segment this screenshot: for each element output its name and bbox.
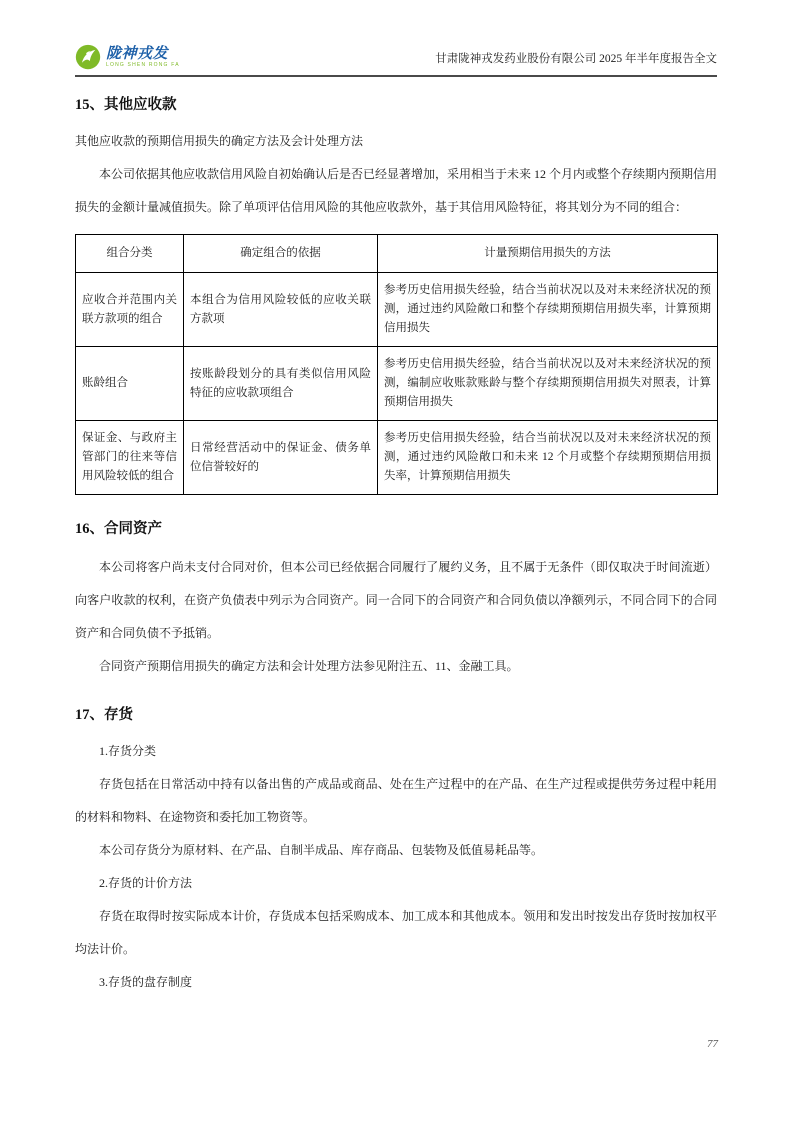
section-17-heading: 17、存货 xyxy=(75,707,133,723)
table-row xyxy=(76,421,718,495)
company-logo xyxy=(75,44,180,70)
cell-basis: 本组合为信用风险较低的应收关联方款项 xyxy=(184,273,378,347)
cell-portfolio-type: 应收合并范围内关联方款项的组合 xyxy=(76,273,184,347)
cell-method: 参考历史信用损失经验，结合当前状况以及对未来经济状况的预测，通过违约风险敞口和整个存续期预期信用损失率，计算预期信用损失 xyxy=(378,273,718,347)
cell-method: 参考历史信用损失经验，结合当前状况以及对未来经济状况的预测，编制应收账款账龄与整个存续期预期信用损失对照表，计算预期信用损失 xyxy=(378,347,718,421)
col-header-method: 计量预期信用损失的方法 xyxy=(378,235,718,273)
logo-brand-en: LONG SHEN RONG FA xyxy=(106,62,180,68)
table-row xyxy=(76,347,718,421)
logo-brand-cn: 陇神戎发 xyxy=(106,45,169,62)
section-16-heading: 16、合同资产 xyxy=(75,521,162,537)
page-number: 77 xyxy=(707,1038,718,1050)
page-header xyxy=(75,44,717,77)
logo-wordmark xyxy=(106,46,180,68)
cell-method: 参考历史信用损失经验，结合当前状况以及对未来经济状况的预测，通过违约风险敞口和未来 12 个月或整个存续期预期信用损失率，计算预期信用损失 xyxy=(378,421,718,495)
cell-basis: 日常经营活动中的保证金、债务单位信誉较好的 xyxy=(184,421,378,495)
report-title: 甘肃陇神戎发药业股份有限公司 2025 年半年度报告全文 xyxy=(435,53,717,65)
credit-loss-portfolio-table xyxy=(75,234,718,495)
s16-reference-paragraph: 合同资产预期信用损失的确定方法和会计处理方法参见附注五、11、金融工具。 xyxy=(99,659,519,673)
s15-method-intro-paragraph: 其他应收款的预期信用损失的确定方法及会计处理方法 xyxy=(75,134,364,148)
s17-item-3-title: 3.存货的盘存制度 xyxy=(99,975,193,989)
cell-portfolio-type: 保证金、与政府主管部门的往来等信用风险较低的组合 xyxy=(76,421,184,495)
cell-portfolio-type: 账龄组合 xyxy=(76,347,184,421)
s17-inventory-categories-paragraph: 本公司存货分为原材料、在产品、自制半成品、库存商品、包装物及低值易耗品等。 xyxy=(99,843,544,857)
s15-policy-paragraph: 本公司依据其他应收款信用风险自初始确认后是否已经显著增加，采用相当于未来 12 个月内或整个存续期内预期信用损失的金额计量减值损失。除了单项评估信用风险的其他应收款外，基于其信用风险特征，将其划分为不同的组合： xyxy=(75,167,718,214)
cell-basis: 按账龄段划分的具有类似信用风险特征的应收款项组合 xyxy=(184,347,378,421)
col-header-portfolio-type: 组合分类 xyxy=(76,235,184,273)
col-header-basis: 确定组合的依据 xyxy=(184,235,378,273)
s16-main-paragraph: 本公司将客户尚未支付合同对价，但本公司已经依据合同履行了履约义务，且不属于无条件（即仅取决于时间流逝）向客户收款的权利，在资产负债表中列示为合同资产。同一合同下的合同资产和合同负债以净额列示，不同合同下的合同资产和合同负债不予抵销。 xyxy=(75,560,717,640)
table-header-row xyxy=(76,235,718,273)
s17-item-2-title: 2.存货的计价方法 xyxy=(99,876,193,890)
s17-valuation-paragraph: 存货在取得时按实际成本计价，存货成本包括采购成本、加工成本和其他成本。领用和发出时按发出存货时按加权平均法计价。 xyxy=(75,909,717,956)
s17-item-1-title: 1.存货分类 xyxy=(99,744,157,758)
table-row xyxy=(76,273,718,347)
s17-inventory-scope-paragraph: 存货包括在日常活动中持有以备出售的产成品或商品、处在生产过程中的在产品、在生产过程或提供劳务过程中耗用的材料和物料、在途物资和委托加工物资等。 xyxy=(75,777,717,824)
logo-icon xyxy=(75,44,101,70)
section-15-heading: 15、其他应收款 xyxy=(75,97,177,113)
